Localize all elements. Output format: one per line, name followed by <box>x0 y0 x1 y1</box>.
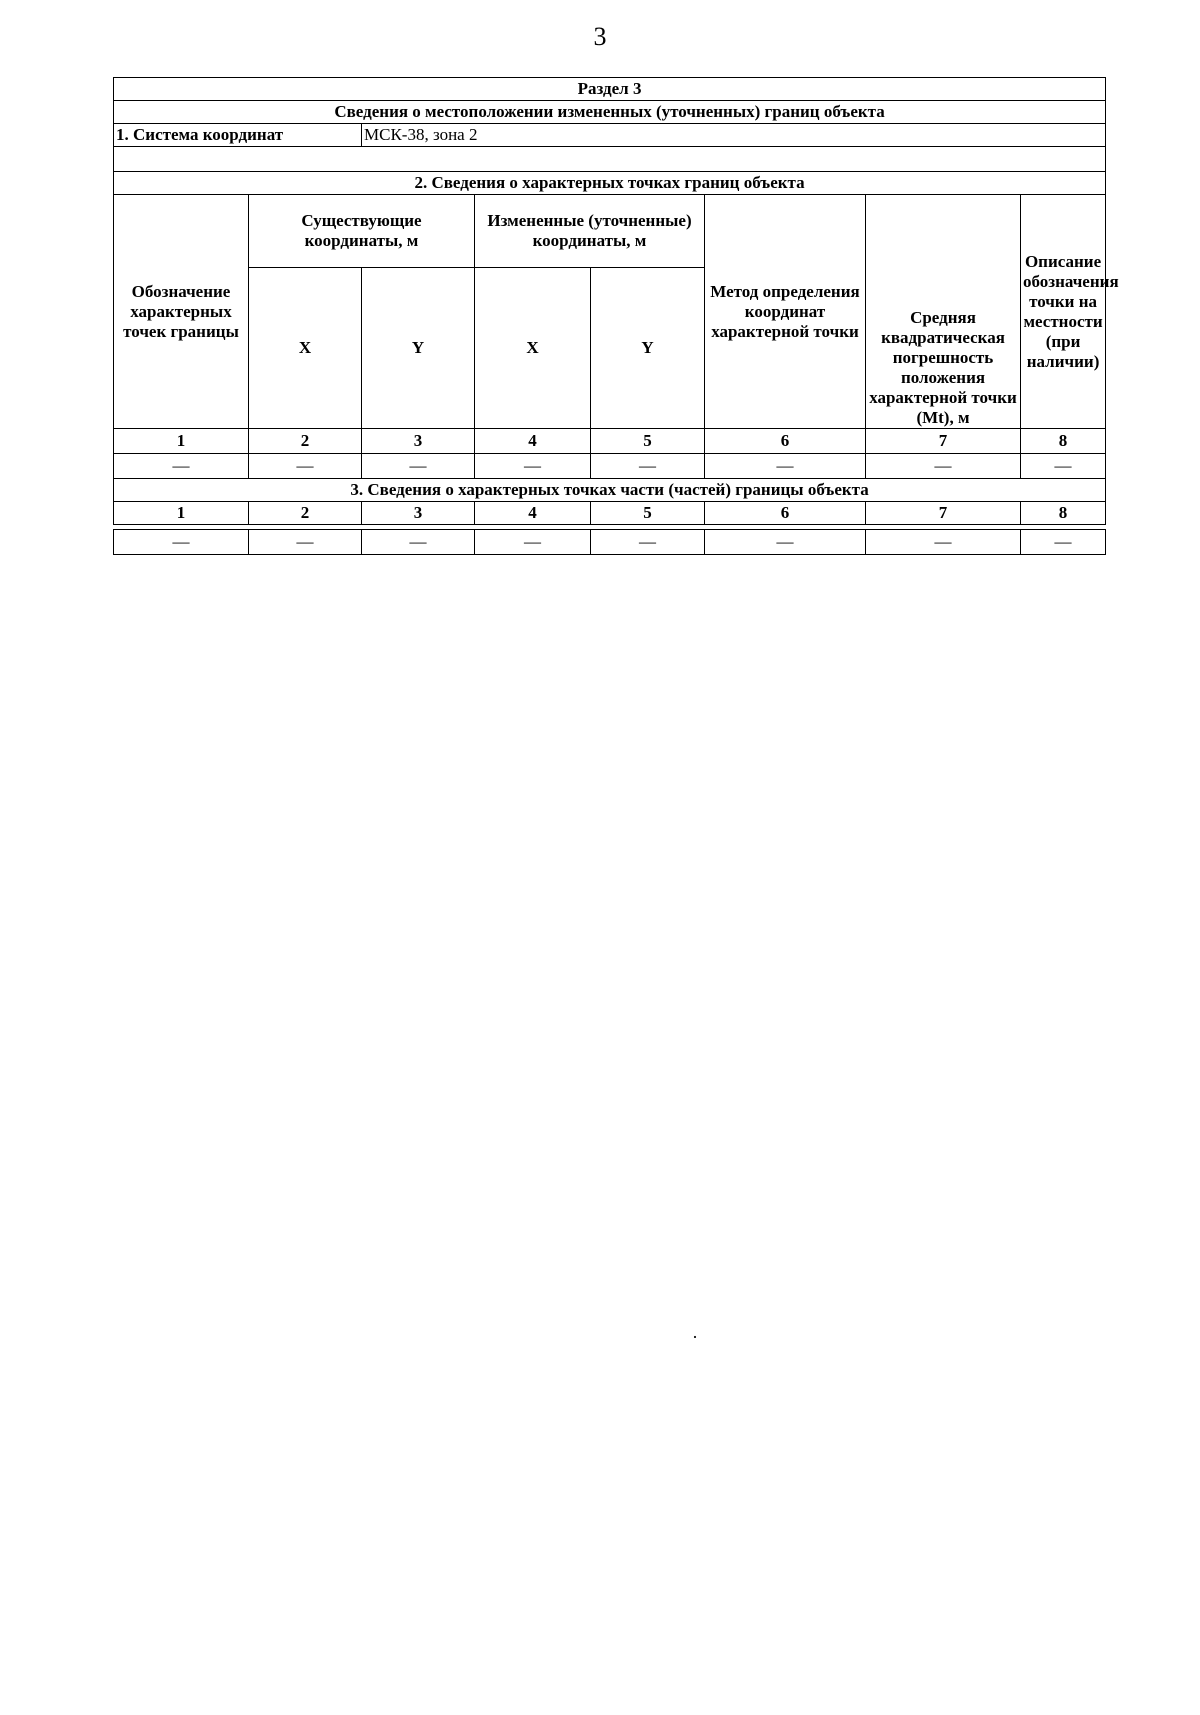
part3-title: 3. Сведения о характерных точках части (частей) границы объекта <box>114 479 1106 502</box>
column-number: 4 <box>475 429 591 454</box>
column-number: 7 <box>866 429 1021 454</box>
table-cell: — <box>591 454 705 479</box>
column-number: 6 <box>705 429 866 454</box>
column-number: 2 <box>249 502 362 525</box>
table-cell: — <box>249 454 362 479</box>
section-subtitle-row <box>114 101 1106 124</box>
table-row <box>114 530 1106 555</box>
column-number: 4 <box>475 502 591 525</box>
part3-column-numbers <box>114 502 1106 525</box>
part2-title: 2. Сведения о характерных точках границ объекта <box>114 172 1106 195</box>
coordinate-system-label: 1. Система координат <box>114 124 362 147</box>
table-cell: — <box>1021 530 1106 555</box>
blank-cell <box>114 147 1106 172</box>
header-changed-coords: Измененные (уточненные) координаты, м <box>475 195 705 268</box>
coordinate-system-value: МСК-38, зона 2 <box>362 124 1106 147</box>
table-cell: — <box>475 530 591 555</box>
header-changed-x: X <box>475 268 591 429</box>
column-number: 1 <box>114 429 249 454</box>
header-accuracy: Средняя квадратическая погрешность положения характерной точки (Mt), м <box>866 195 1021 429</box>
table-cell: — <box>249 530 362 555</box>
table-cell: — <box>362 454 475 479</box>
header-description: Описание обозначения точки на местности (при наличии) <box>1021 195 1106 429</box>
column-number: 5 <box>591 502 705 525</box>
table-cell: — <box>114 454 249 479</box>
table-cell: — <box>866 454 1021 479</box>
section-title: Раздел 3 <box>114 78 1106 101</box>
section-subtitle: Сведения о местоположении измененных (уточненных) границ объекта <box>114 101 1106 124</box>
coordinate-system-row <box>114 124 1106 147</box>
part2-title-row <box>114 172 1106 195</box>
column-number: 6 <box>705 502 866 525</box>
boundary-table <box>113 77 1119 555</box>
table-cell: — <box>866 530 1021 555</box>
section-title-row <box>114 78 1106 101</box>
column-number: 7 <box>866 502 1021 525</box>
header-existing-y: Y <box>362 268 475 429</box>
column-number: 3 <box>362 429 475 454</box>
column-number: 5 <box>591 429 705 454</box>
header-changed-y: Y <box>591 268 705 429</box>
header-designation: Обозначение характерных точек границы <box>114 195 249 429</box>
part3-title-row <box>114 479 1106 502</box>
blank-row <box>114 147 1106 172</box>
table-cell: — <box>1021 454 1106 479</box>
table-cell: — <box>591 530 705 555</box>
table-cell: — <box>362 530 475 555</box>
page-number: 3 <box>593 22 607 51</box>
column-number: 8 <box>1021 429 1106 454</box>
table-row <box>114 454 1106 479</box>
table-cell: — <box>475 454 591 479</box>
table-cell: — <box>114 530 249 555</box>
column-number: 8 <box>1021 502 1106 525</box>
column-number: 1 <box>114 502 249 525</box>
header-existing-coords: Существующие координаты, м <box>249 195 475 268</box>
part2-column-numbers <box>114 429 1106 454</box>
header-existing-x: X <box>249 268 362 429</box>
part2-header-row-1 <box>114 195 1106 268</box>
table-cell: — <box>705 454 866 479</box>
column-number: 2 <box>249 429 362 454</box>
column-number: 3 <box>362 502 475 525</box>
table-cell: — <box>705 530 866 555</box>
stray-mark: · <box>692 1327 698 1347</box>
header-method: Метод определения координат характерной точки <box>705 195 866 429</box>
